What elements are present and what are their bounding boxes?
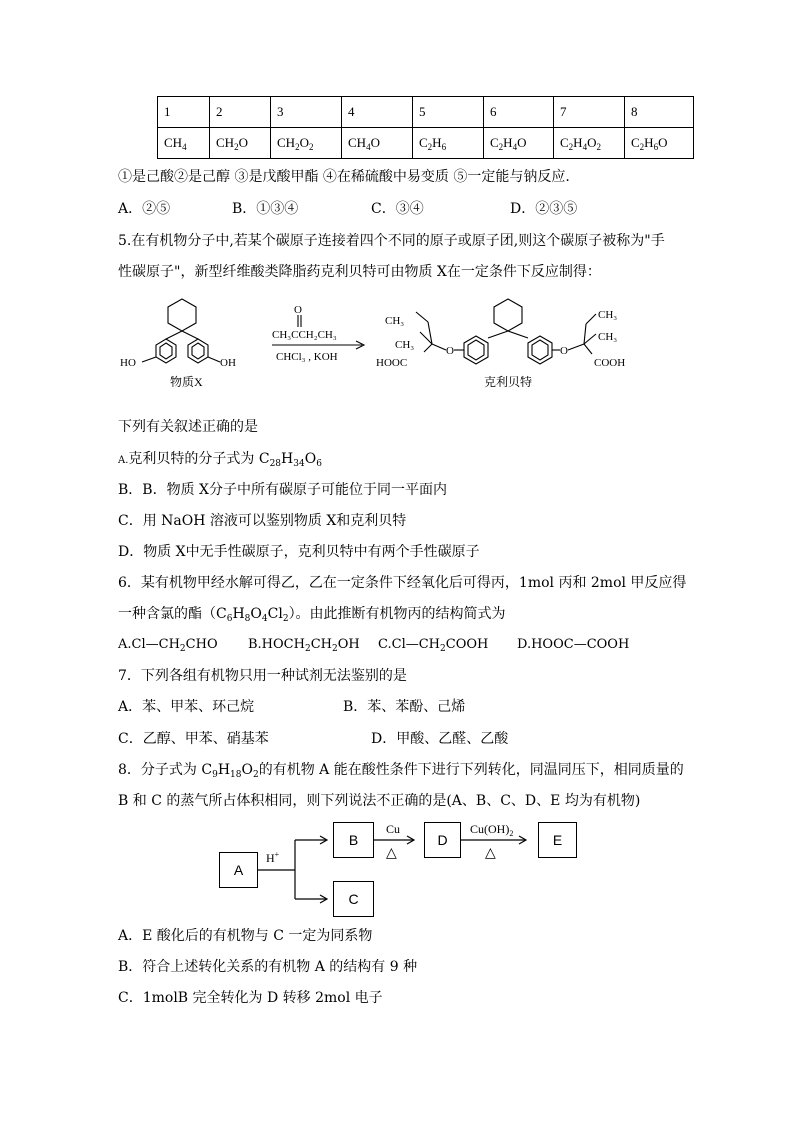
- reaction-scheme: [112, 292, 642, 400]
- q4-option-c[interactable]: C．③④: [371, 201, 424, 217]
- q8-stem-line2: B 和 C 的蒸气所占体积相同，则下列说法不正确的是(A、B、C、D、E 均为有机物): [118, 793, 641, 809]
- table-formula-cell: $CH_4O$: [342, 128, 413, 159]
- q5-option-a[interactable]: [118, 449, 322, 471]
- table-header-cell: 8: [625, 97, 694, 128]
- q6-line2-pre: 一种含氯的酯（: [118, 606, 216, 622]
- q5-stem-line2: 性碳原子"，新型纤维酸类降脂药克利贝特可由物质 X在一定条件下反应制得：: [118, 264, 601, 280]
- x-oh-label: OH: [220, 357, 236, 369]
- table-formula-cell: $C_2H_4O$: [484, 128, 554, 159]
- q8-line1-post: 的有机物 A 能在酸性条件下进行下列转化，同温同压下，相同质量的: [258, 762, 684, 778]
- delta-label-1: △: [386, 846, 397, 861]
- product-cooh: COOH: [594, 357, 626, 369]
- formula-table: [157, 96, 694, 159]
- delta-label-2: △: [485, 846, 496, 861]
- product-ch3-top-left: CH₃: [385, 315, 405, 327]
- table-header-cell: 5: [413, 97, 484, 128]
- q5-option-c[interactable]: C．用 NaOH 溶液可以鉴别物质 X和克利贝特: [118, 513, 407, 529]
- q8-line1-pre: 8．分子式为: [118, 762, 202, 778]
- reagent-bottom: CHCl₃ , KOH: [276, 351, 338, 363]
- x-substance-label: 物质X: [170, 375, 203, 389]
- product-cyclohexane-ring: [494, 299, 522, 331]
- product-o-left: O: [446, 345, 454, 357]
- product-ch3-mid-left: CH₃: [395, 339, 415, 351]
- box-b: B: [333, 822, 374, 858]
- q7-option-c[interactable]: C．乙醇、甲苯、硝基苯: [118, 731, 269, 747]
- product-label: 克利贝特: [484, 375, 533, 389]
- x-ho-label: HO: [120, 357, 136, 369]
- q8-stem-line1: [118, 760, 684, 780]
- q5-option-a-prefix: A.: [118, 455, 129, 466]
- q6-option-b[interactable]: $B.HOCH_2CH_2OH$: [248, 637, 360, 654]
- box-a: A: [219, 852, 258, 888]
- table-formula-row: [158, 128, 694, 159]
- table-header-cell: 2: [210, 97, 271, 128]
- reagent-o: O: [294, 304, 302, 316]
- cu-oh2-label: $Cu(OH)_2$: [470, 822, 514, 838]
- box-e: E: [538, 822, 577, 858]
- q6-option-d[interactable]: D.HOOC—COOH: [517, 637, 630, 652]
- q6-option-a[interactable]: $A.Cl—CH_2CHO$: [118, 637, 218, 654]
- q5-prompt: 下列有关叙述正确的是: [118, 419, 258, 435]
- table-header-cell: 7: [554, 97, 625, 128]
- q6-ester-formula: $C_6H_8O_4Cl_2$: [216, 606, 289, 624]
- q5-option-a-text: 克利贝特的分子式为: [128, 451, 259, 467]
- product-ch3-mid-right: CH₃: [598, 331, 618, 343]
- q6-stem-line1: 6．某有机物甲经水解可得乙，乙在一定条件下经氧化后可得丙，1mol 丙和 2mol 甲反应得: [118, 575, 687, 591]
- product-ch3-top-right: CH₃: [598, 309, 618, 321]
- box-d: D: [424, 822, 461, 858]
- table-header-cell: 4: [342, 97, 413, 128]
- q7-stem: 7．下列各组有机物只用一种试剂无法鉴别的是: [118, 668, 407, 684]
- h-plus-label: H+: [266, 850, 280, 865]
- table-formula-cell: $C_2H_6$: [413, 128, 484, 159]
- reagent-top: CH₃CCH₂CH₃: [272, 329, 337, 341]
- table-header-row: [158, 97, 694, 128]
- cu-label: Cu: [386, 822, 401, 836]
- product-hooc: HOOC: [376, 357, 408, 369]
- q6-line2-post: ）。由此推断有机物丙的结构简式为: [288, 606, 506, 622]
- table-header-cell: 3: [271, 97, 342, 128]
- q4-option-b[interactable]: B．①③④: [232, 201, 299, 217]
- table-formula-cell: $CH_2O$: [210, 128, 271, 159]
- q7-option-d[interactable]: D．甲酸、乙醛、乙酸: [371, 731, 509, 747]
- product-o-right: O: [560, 345, 568, 357]
- q5-stem-line1: 5.在有机物分子中,若某个碳原子连接着四个不同的原子或原子团,则这个碳原子被称为"手: [118, 233, 665, 249]
- q8-option-a[interactable]: A．E 酸化后的有机物与 C 一定为同系物: [118, 928, 373, 944]
- table-formula-cell: $C_2H_4O_2$: [554, 128, 625, 159]
- q8-option-c[interactable]: C．1molB 完全转化为 D 转移 2mol 电子: [118, 990, 383, 1006]
- box-c: C: [333, 881, 374, 917]
- q5-option-b[interactable]: B．B．物质 X分子中所有碳原子可能位于同一平面内: [118, 482, 447, 498]
- q6-stem-line2: [118, 604, 506, 624]
- q4-option-d[interactable]: D．②③⑤: [510, 201, 578, 217]
- x-cyclohexane-ring: [168, 299, 196, 331]
- q8-formula: $C_9H_{18}O_2$: [201, 762, 259, 780]
- table-header-cell: 1: [158, 97, 210, 128]
- table-header-cell: 6: [484, 97, 554, 128]
- q6-option-c[interactable]: $C.Cl—CH_2COOH$: [378, 637, 489, 654]
- q4-statements: ①是己酸②是己醇 ③是戊酸甲酯 ④在稀硫酸中易变质 ⑤一定能与钠反应.: [118, 169, 570, 185]
- table-formula-cell: $C_2H_6O$: [625, 128, 694, 159]
- q5-option-a-formula: $C_{28}H_{34}O_6$: [258, 451, 322, 469]
- q7-option-a[interactable]: A．苯、甲苯、环己烷: [118, 699, 255, 715]
- table-formula-cell: $CH_2O_2$: [271, 128, 342, 159]
- q8-option-b[interactable]: B．符合上述转化关系的有机物 A 的结构有 9 种: [118, 959, 418, 975]
- q7-option-b[interactable]: B．苯、苯酚、己烯: [343, 699, 466, 715]
- q4-option-a[interactable]: A．②⑤: [118, 201, 171, 217]
- q5-option-d[interactable]: D．物质 X中无手性碳原子，克利贝特中有两个手性碳原子: [118, 544, 480, 560]
- table-formula-cell: $CH_4$: [158, 128, 210, 159]
